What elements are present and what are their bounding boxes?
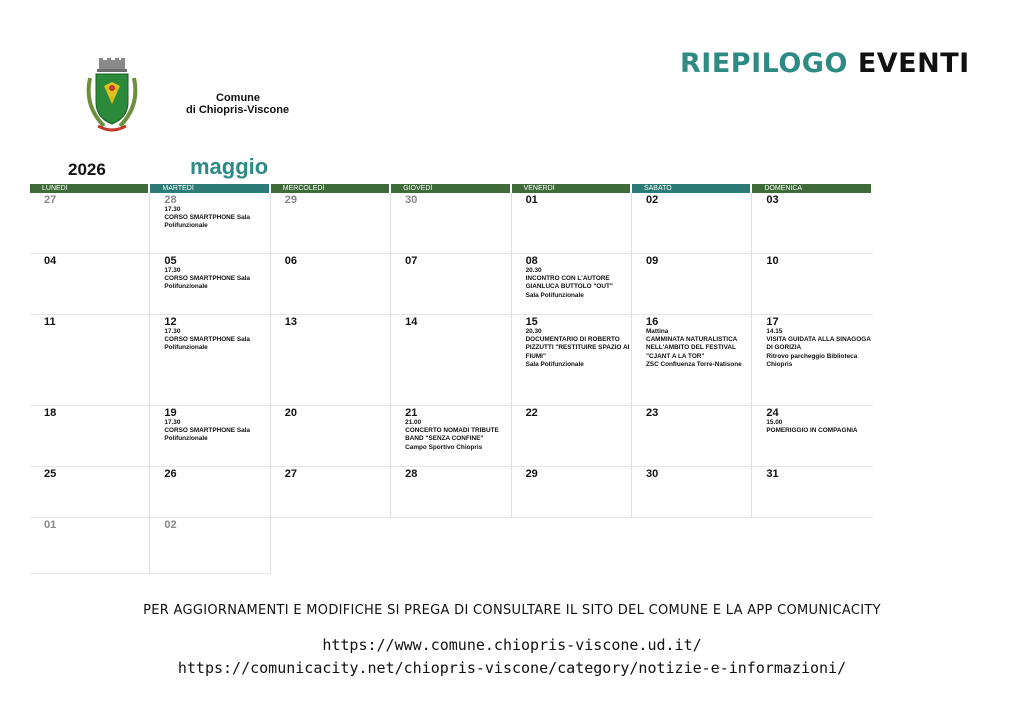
- coat-of-arms-icon: [82, 58, 142, 136]
- comune-label: Comune: [216, 92, 260, 104]
- event-text: 17.30 CORSO SMARTPHONE Sala Polifunzionale: [164, 419, 250, 443]
- event-text: 17.30 CORSO SMARTPHONE Sala Polifunzionale: [164, 267, 250, 291]
- calendar-day-cell: [30, 254, 150, 315]
- calendar-week: [30, 518, 873, 574]
- calendar-day-cell: [512, 254, 632, 315]
- day-number: 29: [525, 468, 538, 480]
- calendar-day-cell: [512, 467, 632, 518]
- calendar-day-cell: [391, 254, 511, 315]
- empty-cell: [632, 518, 752, 574]
- day-number: 09: [645, 255, 659, 267]
- calendar-grid: [30, 184, 873, 574]
- day-number: 31: [766, 468, 779, 480]
- calendar-day-cell: [752, 406, 872, 467]
- day-number: 06: [284, 255, 298, 267]
- day-number: 11: [44, 316, 56, 328]
- calendar-day-cell: [632, 254, 752, 315]
- calendar-day-cell: [752, 467, 872, 518]
- day-number: 21: [405, 407, 418, 419]
- calendar-day-cell: [150, 254, 270, 315]
- comunicacity-link[interactable]: https://comunicacity.net/chiopris-viscone/category/notizie-e-informazioni/: [177, 659, 847, 677]
- calendar-week: [30, 254, 873, 315]
- event-text: 20.30 DOCUMENTARIO DI ROBERTO PIZZUTTI "RESTITUIRE SPAZIO AI FIUMI" Sala Polifunzionale: [525, 328, 630, 368]
- day-number: 28: [164, 194, 177, 206]
- calendar-year: 2026: [68, 160, 106, 179]
- update-notice: PER AGGIORNAMENTI E MODIFICHE SI PREGA DI CONSULTARE IL SITO DEL COMUNE E LA APP COMUNICACITY: [143, 603, 881, 618]
- calendar-week: [30, 406, 873, 467]
- day-number: 13: [284, 316, 298, 328]
- weekday-wednesday: MERCOLEDÌ: [271, 184, 391, 193]
- calendar-day-cell: [271, 315, 391, 406]
- day-number: 27: [284, 468, 298, 480]
- calendar-week: [30, 315, 873, 406]
- weekday-friday: VENERDÌ: [512, 184, 632, 193]
- event-text: 20.30 INCONTRO CON L'AUTORE GIANLUCA BUTTOLO "OUT" Sala Polifunzionale: [525, 267, 613, 299]
- day-number: 03: [766, 194, 779, 206]
- calendar-day-cell: [752, 315, 872, 406]
- empty-cell: [271, 518, 391, 574]
- day-number: 15: [525, 316, 538, 328]
- day-number: 12: [164, 316, 177, 328]
- title-part2: EVENTI: [857, 48, 970, 79]
- day-number: 07: [405, 255, 418, 267]
- day-number: 24: [766, 407, 779, 419]
- day-number: 08: [525, 255, 538, 267]
- calendar-day-cell: [512, 193, 632, 254]
- weekday-thursday: GIOVEDÌ: [391, 184, 511, 193]
- calendar-week: [30, 467, 873, 518]
- calendar-day-cell: [30, 315, 150, 406]
- comune-website-link[interactable]: https://www.comune.chiopris-viscone.ud.it/: [322, 636, 702, 654]
- calendar-day-cell: [150, 406, 270, 467]
- day-number: 14: [405, 316, 418, 328]
- calendar-day-cell: [632, 193, 752, 254]
- calendar-day-cell: [30, 467, 150, 518]
- calendar-day-cell: [271, 254, 391, 315]
- calendar-day-cell: [752, 193, 872, 254]
- calendar-day-cell: [150, 315, 270, 406]
- day-number: 17: [766, 316, 779, 328]
- day-number: 04: [44, 255, 57, 267]
- calendar-day-cell: [150, 193, 270, 254]
- calendar-day-cell: [271, 193, 391, 254]
- municipality-name: [186, 92, 289, 116]
- day-number: 01: [44, 519, 57, 531]
- day-number: 28: [405, 468, 418, 480]
- calendar-day-cell: [150, 518, 270, 574]
- comune-name: di Chiopris-Viscone: [186, 104, 290, 116]
- day-number: 10: [766, 255, 779, 267]
- event-text: 17.30 CORSO SMARTPHONE Sala Polifunzionale: [164, 206, 250, 230]
- calendar-day-cell: [752, 254, 872, 315]
- day-number: 27: [44, 194, 57, 206]
- calendar-day-cell: [512, 315, 632, 406]
- calendar-day-cell: [632, 406, 752, 467]
- weekday-tuesday: MARTEDÌ: [150, 184, 270, 193]
- day-number: 30: [645, 468, 659, 480]
- calendar-day-cell: [271, 467, 391, 518]
- calendar-day-cell: [391, 315, 511, 406]
- day-number: 29: [284, 194, 298, 206]
- day-number: 22: [525, 407, 538, 419]
- day-number: 16: [645, 316, 659, 328]
- page-title: [680, 48, 970, 79]
- weekday-header: [30, 184, 873, 193]
- event-text: 15.00 POMERIGGIO IN COMPAGNIA: [766, 419, 858, 435]
- day-number: 20: [284, 407, 298, 419]
- calendar-day-cell: [30, 518, 150, 574]
- day-number: 23: [645, 407, 659, 419]
- calendar-day-cell: [30, 193, 150, 254]
- weekday-sunday: DOMENICA: [752, 184, 872, 193]
- calendar-day-cell: [150, 467, 270, 518]
- calendar-day-cell: [391, 467, 511, 518]
- weekday-monday: LUNEDÌ: [30, 184, 150, 193]
- event-text: 17.30 CORSO SMARTPHONE Sala Polifunzionale: [164, 328, 250, 352]
- calendar-week: [30, 193, 873, 254]
- calendar-day-cell: [391, 406, 511, 467]
- empty-cell: [512, 518, 632, 574]
- calendar-day-cell: [632, 315, 752, 406]
- title-part1: RIEPILOGO: [680, 48, 848, 79]
- calendar-day-cell: [512, 406, 632, 467]
- empty-cell: [752, 518, 872, 574]
- day-number: 30: [405, 194, 418, 206]
- event-text: Mattina CAMMINATA NATURALISTICA NELL'AMBITO DEL FESTIVAL "CJANT A LA TOR" ZSC Confluenza Torre-Natisone: [645, 328, 742, 368]
- day-number: 02: [164, 519, 177, 531]
- weekday-saturday: SABATO: [632, 184, 752, 193]
- day-number: 18: [44, 407, 57, 419]
- calendar-month: maggio: [190, 154, 269, 179]
- day-number: 25: [44, 468, 57, 480]
- day-number: 02: [645, 194, 659, 206]
- empty-cell: [391, 518, 511, 574]
- day-number: 19: [164, 407, 177, 419]
- event-text: 21.00 CONCERTO NOMADI TRIBUTE BAND "SENZA CONFINE" Campo Sportivo Chiopris: [405, 419, 499, 451]
- day-number: 05: [164, 255, 177, 267]
- calendar-day-cell: [30, 406, 150, 467]
- day-number: 01: [525, 194, 538, 206]
- day-number: 26: [164, 468, 177, 480]
- calendar-day-cell: [391, 193, 511, 254]
- calendar-day-cell: [271, 406, 391, 467]
- calendar-day-cell: [632, 467, 752, 518]
- event-text: 14.15 VISITA GUIDATA ALLA SINAGOGA DI GORIZIA Ritrovo parcheggio Biblioteca Chiopris: [766, 328, 871, 368]
